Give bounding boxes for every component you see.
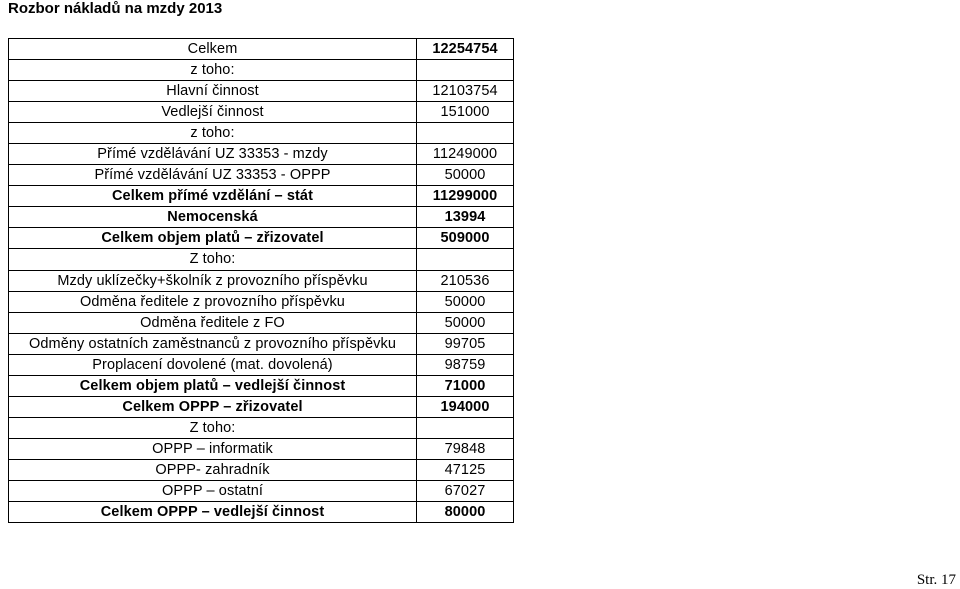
row-value: 80000 [417, 502, 514, 523]
table-row [9, 123, 514, 144]
row-label: Vedlejší činnost [9, 102, 417, 123]
table-row [9, 375, 514, 396]
row-value: 194000 [417, 396, 514, 417]
table-row [9, 333, 514, 354]
row-value: 12254754 [417, 39, 514, 60]
row-label: OPPP – ostatní [9, 480, 417, 501]
table-row [9, 102, 514, 123]
table-row [9, 81, 514, 102]
table-row [9, 502, 514, 523]
table-row [9, 480, 514, 501]
row-label: Odměna ředitele z FO [9, 312, 417, 333]
table-row [9, 291, 514, 312]
row-value: 50000 [417, 312, 514, 333]
row-value [417, 417, 514, 438]
row-label: Přímé vzdělávání UZ 33353 - mzdy [9, 144, 417, 165]
row-value: 47125 [417, 459, 514, 480]
row-label: OPPP- zahradník [9, 459, 417, 480]
row-value: 98759 [417, 354, 514, 375]
row-label: Nemocenská [9, 207, 417, 228]
row-value: 50000 [417, 291, 514, 312]
row-label: Odměna ředitele z provozního příspěvku [9, 291, 417, 312]
row-label: Celkem objem platů – zřizovatel [9, 228, 417, 249]
row-label: Celkem přímé vzdělání – stát [9, 186, 417, 207]
row-label: Odměny ostatních zaměstnanců z provozního příspěvku [9, 333, 417, 354]
document-title: Rozbor nákladů na mzdy 2013 [8, 0, 223, 17]
row-value: 79848 [417, 438, 514, 459]
wage-cost-table [8, 38, 514, 523]
row-value: 11299000 [417, 186, 514, 207]
row-value: 12103754 [417, 81, 514, 102]
row-label: z toho: [9, 60, 417, 81]
table-row [9, 312, 514, 333]
row-value [417, 60, 514, 81]
row-label: Hlavní činnost [9, 81, 417, 102]
table-row [9, 354, 514, 375]
row-value: 509000 [417, 228, 514, 249]
table-row [9, 438, 514, 459]
table-row [9, 144, 514, 165]
row-value [417, 123, 514, 144]
row-value: 71000 [417, 375, 514, 396]
table-row [9, 60, 514, 81]
row-label: Z toho: [9, 249, 417, 270]
row-label: Z toho: [9, 417, 417, 438]
table-row [9, 186, 514, 207]
table-row [9, 270, 514, 291]
page-number: Str. 17 [916, 572, 956, 588]
row-label: Celkem [9, 39, 417, 60]
row-label: Celkem OPPP – vedlejší činnost [9, 502, 417, 523]
row-value: 99705 [417, 333, 514, 354]
row-value: 67027 [417, 480, 514, 501]
row-label: Přímé vzdělávání UZ 33353 - OPPP [9, 165, 417, 186]
table-row [9, 207, 514, 228]
row-value: 210536 [417, 270, 514, 291]
row-label: Proplacení dovolené (mat. dovolená) [9, 354, 417, 375]
row-value: 50000 [417, 165, 514, 186]
table-row [9, 39, 514, 60]
table-row [9, 417, 514, 438]
row-value: 151000 [417, 102, 514, 123]
table-row [9, 165, 514, 186]
row-label: Celkem objem platů – vedlejší činnost [9, 375, 417, 396]
row-label: Celkem OPPP – zřizovatel [9, 396, 417, 417]
row-label: z toho: [9, 123, 417, 144]
table-row [9, 396, 514, 417]
row-value [417, 249, 514, 270]
table-row [9, 249, 514, 270]
table-body [9, 39, 514, 523]
row-value: 13994 [417, 207, 514, 228]
row-label: Mzdy uklízečky+školník z provozního příspěvku [9, 270, 417, 291]
row-label: OPPP – informatik [9, 438, 417, 459]
table-row [9, 228, 514, 249]
table-row [9, 459, 514, 480]
row-value: 11249000 [417, 144, 514, 165]
